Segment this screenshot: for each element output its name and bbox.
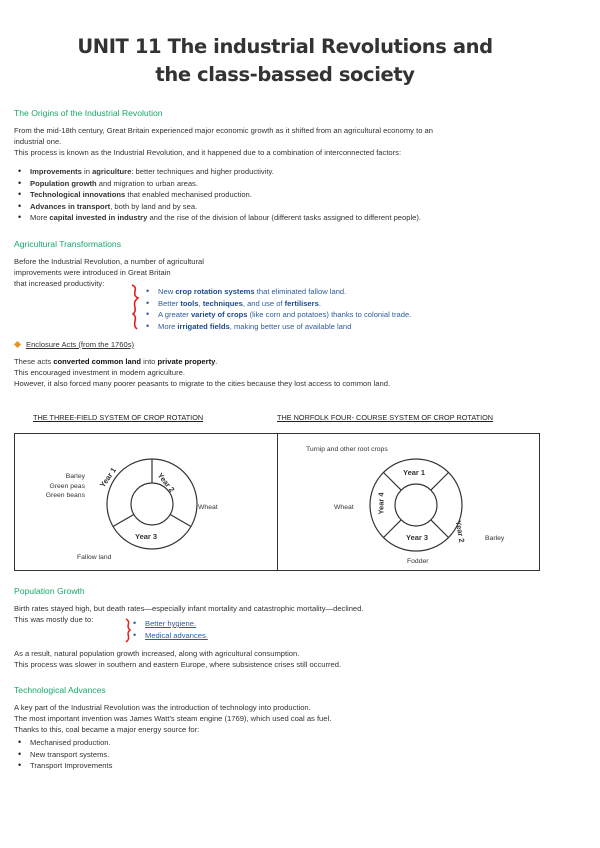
factor-item: • Technological innovations that enabled mechanised production. xyxy=(14,189,421,201)
nf-year-1: Year 1 xyxy=(403,468,426,477)
population-cause-item: • Medical advances. xyxy=(129,630,208,642)
diamond-bullet-icon xyxy=(14,341,21,348)
nf-barley: Barley xyxy=(485,535,505,542)
nf-wheat: Wheat xyxy=(334,504,354,511)
tech-use-item: • Transport Improvements xyxy=(14,760,112,772)
norfolk-wheel xyxy=(278,434,541,572)
agri-item: • Better tools, techniques, and use of fertilisers. xyxy=(142,298,411,310)
title-line-1: UNIT 11 The industrial Revolutions and xyxy=(77,35,493,58)
heading-origins: The Origins of the Industrial Revolution xyxy=(14,108,163,118)
caption-three-field: THE THREE-FIELD SYSTEM OF CROP ROTATION xyxy=(33,413,204,422)
nf-turnip: Turnip and other root crops xyxy=(306,446,388,453)
factor-item: • Improvements in agriculture: better techniques and higher productivity. xyxy=(14,166,421,178)
tf-year-3: Year 3 xyxy=(135,532,158,541)
origins-para-1-line-2: industrial one. xyxy=(14,137,62,146)
tech-line-1: A key part of the Industrial Revolution was the introduction of technology into production. xyxy=(14,703,311,712)
tech-use-item: • New transport systems. xyxy=(14,749,112,761)
tf-year-2: Year 2 xyxy=(155,471,177,494)
origins-para-2: This process is known as the Industrial Revolution, and it happened due to a combination of interconnected factors: xyxy=(14,148,402,157)
nf-year-4: Year 4 xyxy=(376,492,386,515)
agri-item: • More irrigated fields, making better use of available land xyxy=(142,321,411,333)
population-causes-list xyxy=(129,618,208,641)
factor-item: • Population growth and migration to urban areas. xyxy=(14,178,421,190)
origins-para-1-line-1: From the mid-18th century, Great Britain experienced major economic growth as it shifted from an agricultural economy to an xyxy=(14,126,433,135)
caption-norfolk: THE NORFOLK FOUR- COURSE SYSTEM OF CROP ROTATION xyxy=(277,413,494,422)
agri-intro xyxy=(14,256,204,289)
origins-para-1 xyxy=(14,125,433,158)
factor-item: • More capital invested in industry and the rise of the division of labour (different tasks assigned to different people). xyxy=(14,212,421,224)
heading-tech: Technological Advances xyxy=(14,685,106,695)
heading-population: Population Growth xyxy=(14,586,85,596)
population-line-1: Birth rates stayed high, but death rates—especially infant mortality and catastrophic mortality—declined. xyxy=(14,604,364,613)
agri-item: • New crop rotation systems that eliminated fallow land. xyxy=(142,286,411,298)
nf-year-2: Year 2 xyxy=(453,519,467,544)
agri-intro-line: that increased productivity: xyxy=(14,279,105,288)
agri-intro-line: Before the Industrial Revolution, a number of agricultural xyxy=(14,257,204,266)
population-line-4: This process was slower in southern and eastern Europe, where subsistence crises still occurred. xyxy=(14,660,342,669)
norfolk-diagram xyxy=(277,433,540,571)
tf-wheat: Wheat xyxy=(198,504,218,511)
population-line-3: As a result, natural population growth increased, along with agricultural consumption. xyxy=(14,649,300,658)
three-field-wheel xyxy=(15,434,279,572)
tech-line-3: Thanks to this, coal became a major energy source for: xyxy=(14,725,200,734)
agri-item: • A greater variety of crops (like corn and potatoes) thanks to colonial trade. xyxy=(142,309,411,321)
agri-intro-line: improvements were introduced in Great Britain xyxy=(14,268,171,277)
title-line-2: the class-bassed society xyxy=(155,63,415,86)
agri-improvements-list xyxy=(142,286,411,332)
enclosure-line-1: These acts converted common land into private property. xyxy=(14,357,218,366)
tf-fallow: Fallow land xyxy=(77,554,112,561)
heading-agri: Agricultural Transformations xyxy=(14,239,121,249)
tech-text xyxy=(14,702,331,735)
population-line-2: This was mostly due to: xyxy=(14,615,94,624)
enclosure-line-2: This encouraged investment in modern agriculture. xyxy=(14,368,185,377)
factors-list xyxy=(14,166,421,224)
nf-year-3: Year 3 xyxy=(406,533,429,542)
three-field-diagram xyxy=(14,433,278,571)
nf-fodder: Fodder xyxy=(407,558,429,565)
factor-item: • Advances in transport, both by land and by sea. xyxy=(14,201,421,213)
enclosure-line-3: However, it also forced many poorer peasants to migrate to the cities because they lost access to common land. xyxy=(14,379,391,388)
tech-line-2: The most important invention was James Watt's steam engine (1769), which used coal as fuel. xyxy=(14,714,332,723)
page-title xyxy=(0,33,570,89)
enclosure-text xyxy=(14,356,390,389)
population-result xyxy=(14,648,341,670)
tf-year-1: Year 1 xyxy=(98,465,119,490)
tech-use-item: • Mechanised production. xyxy=(14,737,112,749)
tf-crops-left: Barley Green peas Green beans xyxy=(45,473,85,499)
tech-uses-list xyxy=(14,737,112,772)
enclosure-label: Enclosure Acts (from the 1760s) xyxy=(26,340,135,349)
population-cause-item: • Better hygiene. xyxy=(129,618,208,630)
